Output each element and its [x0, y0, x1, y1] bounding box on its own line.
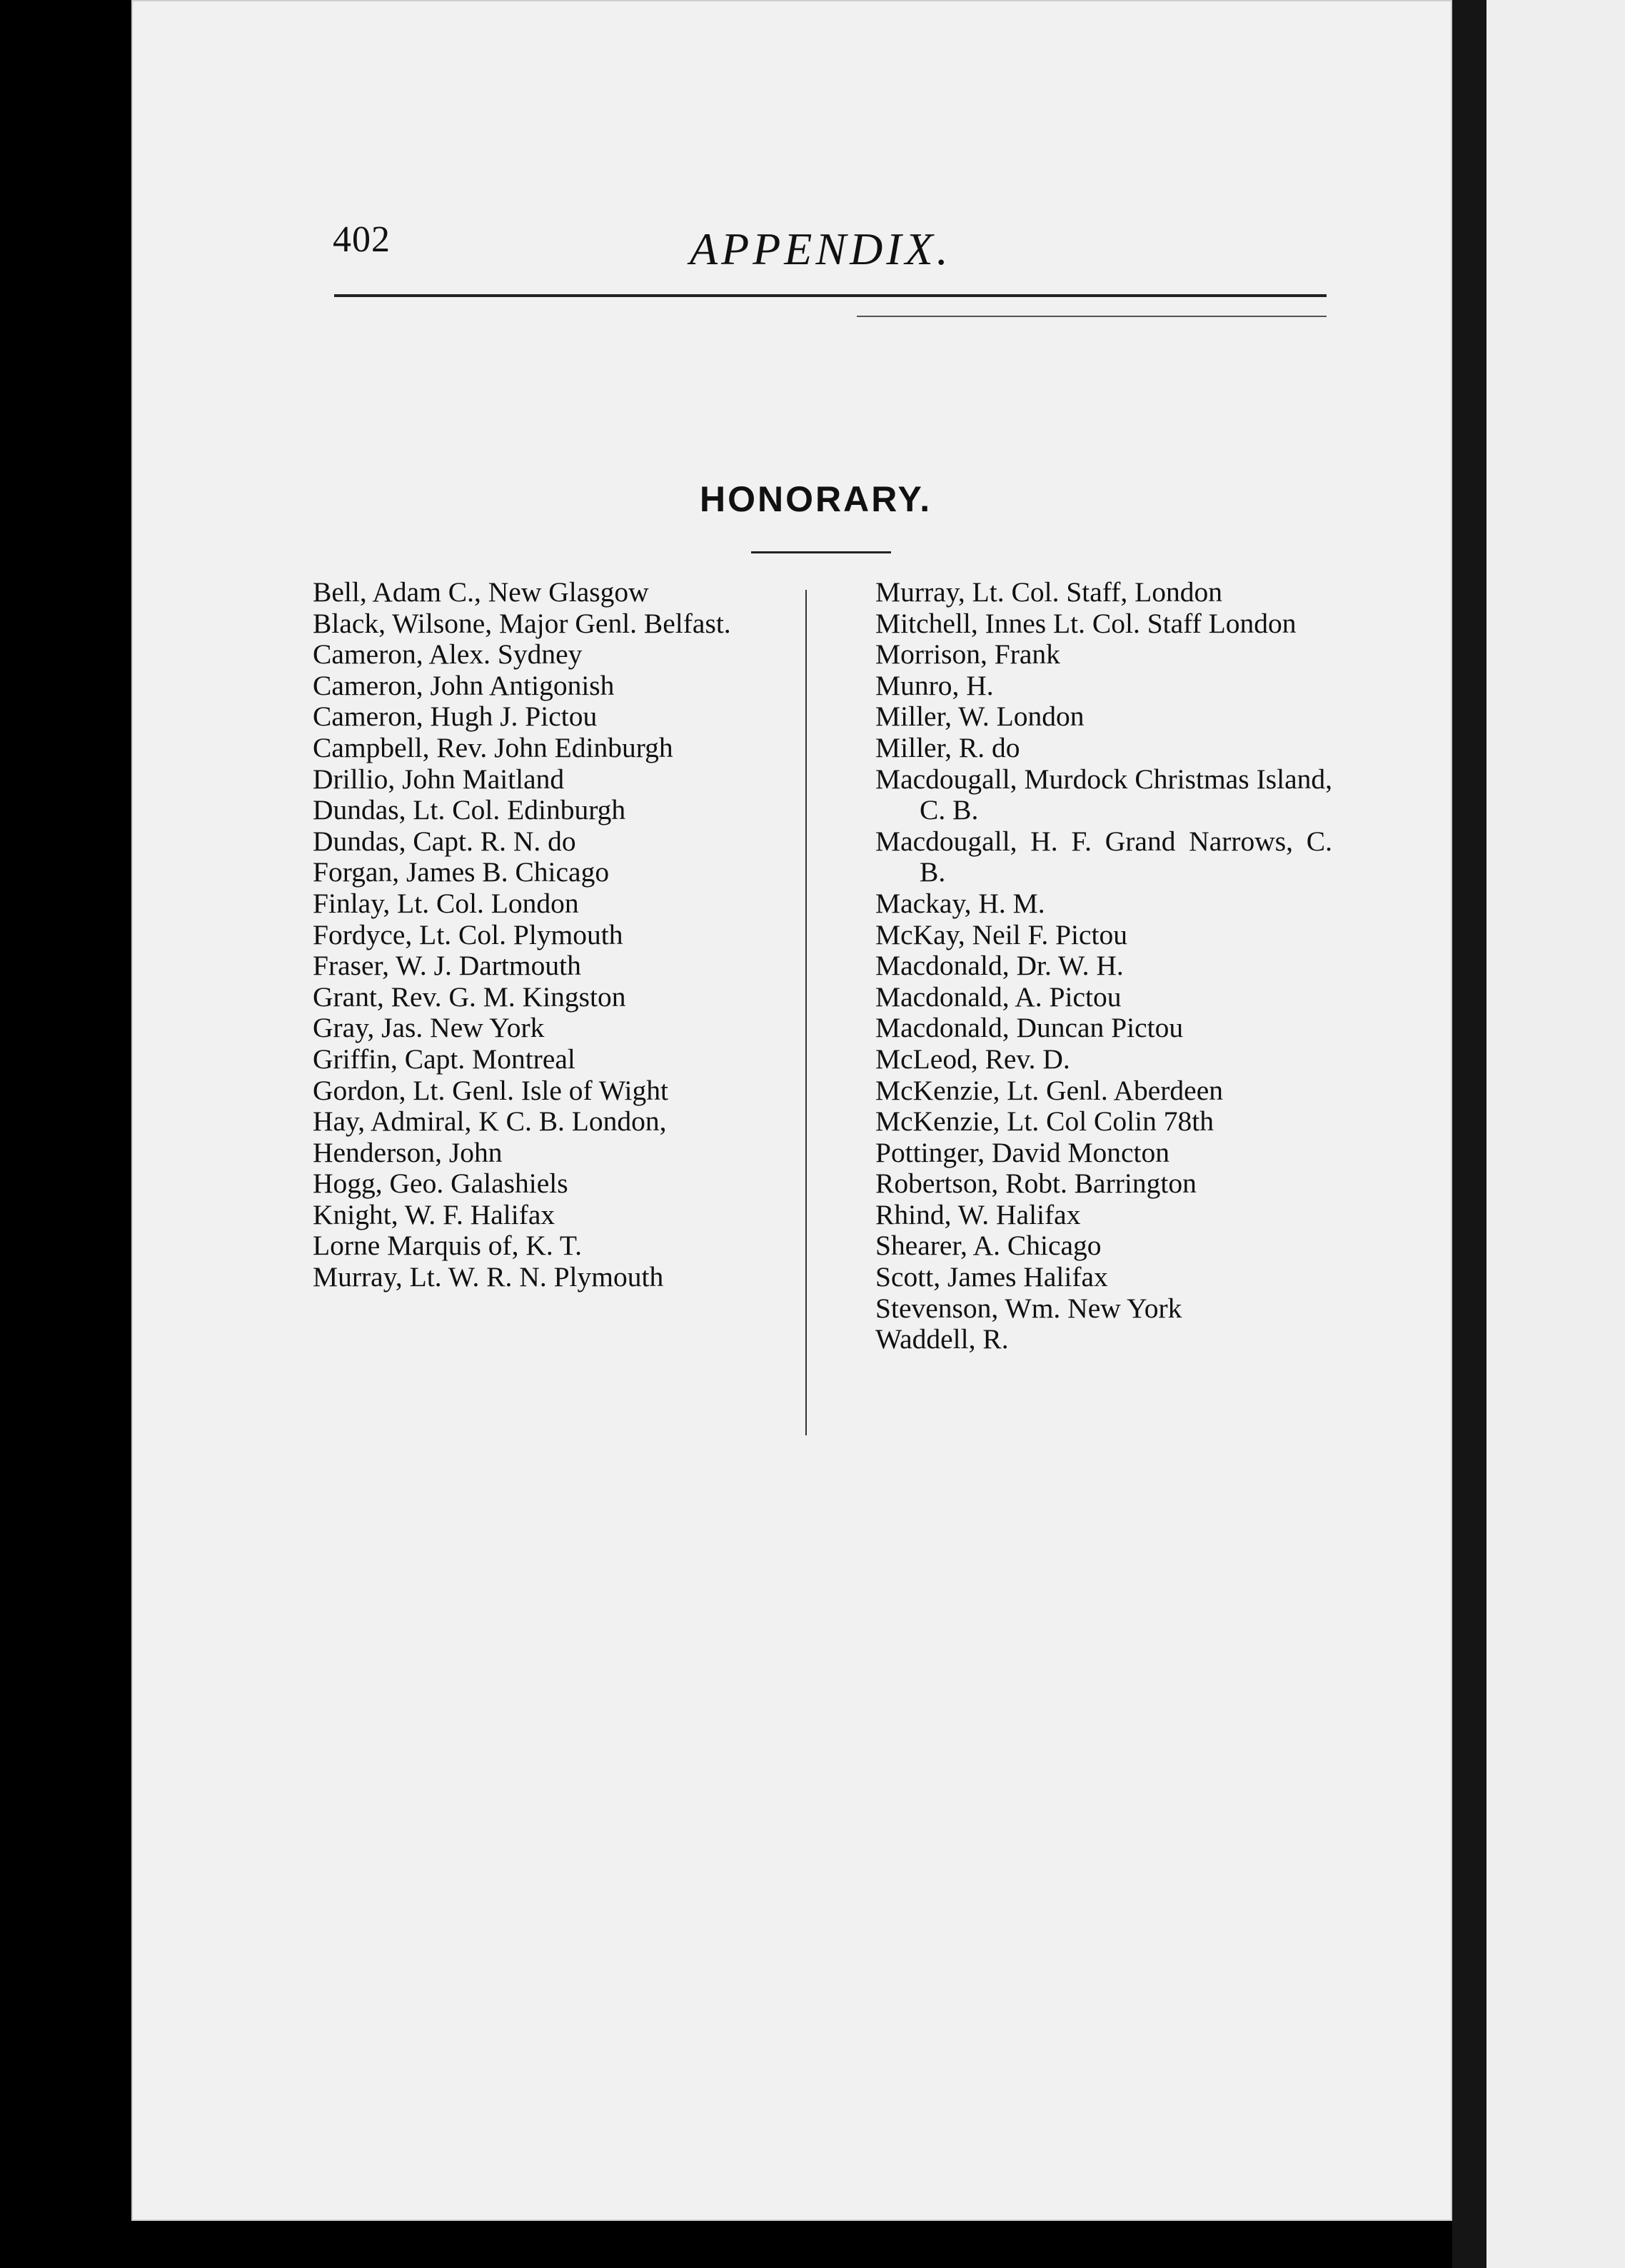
list-item: McLeod, Rev. D. [875, 1043, 1070, 1075]
list-item: Dundas, Capt. R. N. do [313, 825, 576, 857]
list-item: Knight, W. F. Halifax [313, 1198, 555, 1230]
list-item: Gray, Jas. New York [313, 1012, 545, 1044]
list-item: Hay, Admiral, K C. B. London, [313, 1105, 667, 1138]
list-item: Miller, R. do [875, 731, 1020, 763]
list-item: Henderson, John [313, 1136, 503, 1168]
list-item: Campbell, Rev. John Edinburgh [313, 731, 673, 763]
title-rule [751, 551, 891, 553]
column-divider [805, 590, 807, 1435]
list-item: Macdonald, Dr. W. H. [875, 950, 1124, 982]
list-item: Cameron, Hugh J. Pictou [313, 701, 598, 733]
list-item: Stevenson, Wm. New York [875, 1292, 1182, 1324]
list-item: Murray, Lt. W. R. N. Plymouth [313, 1261, 664, 1293]
facing-page-edge [1486, 0, 1625, 2268]
list-item: Mitchell, Innes Lt. Col. Staff London [875, 607, 1297, 639]
list-item: Finlay, Lt. Col. London [313, 887, 579, 919]
list-item: Mackay, H. M. [875, 887, 1045, 919]
list-item: Waddell, R. [875, 1323, 1009, 1355]
page-gutter [1452, 0, 1486, 2268]
list-item: Robertson, Robt. Barrington [875, 1168, 1197, 1200]
list-item: Gordon, Lt. Genl. Isle of Wight [313, 1074, 668, 1106]
list-item: Miller, W. London [875, 701, 1085, 733]
page-number: 402 [333, 219, 391, 260]
list-item: Munro, H. [875, 669, 994, 701]
list-item: Macdonald, Duncan Pictou [875, 1012, 1184, 1044]
right-column [875, 577, 1332, 1355]
list-item: Morrison, Frank [875, 638, 1060, 671]
header-rule-thin [857, 316, 1327, 317]
list-item: Fordyce, Lt. Col. Plymouth [313, 918, 623, 950]
header-rule [334, 294, 1327, 297]
list-item: Murray, Lt. Col. Staff, London [875, 576, 1223, 608]
list-item: Macdougall, H. F. Grand Narrows, C. B. [875, 825, 1332, 888]
list-item: Cameron, Alex. Sydney [313, 638, 583, 671]
list-item: Grant, Rev. G. M. Kingston [313, 980, 626, 1013]
list-item: Black, Wilsone, Major Genl. Belfast. [313, 607, 731, 639]
list-item: Shearer, A. Chicago [875, 1230, 1102, 1262]
running-title: APPENDIX. [690, 224, 952, 274]
list-item: Bell, Adam C., New Glasgow [313, 576, 649, 608]
list-item: Drillio, John Maitland [313, 763, 565, 795]
list-item: McKay, Neil F. Pictou [875, 918, 1128, 950]
list-item: Griffin, Capt. Montreal [313, 1043, 575, 1075]
list-item: Scott, James Halifax [875, 1261, 1108, 1293]
list-item: Dundas, Lt. Col. Edinburgh [313, 794, 626, 826]
list-item: Macdonald, A. Pictou [875, 980, 1122, 1013]
list-item: Rhind, W. Halifax [875, 1198, 1081, 1230]
list-item: Hogg, Geo. Galashiels [313, 1168, 568, 1200]
list-item: Lorne Marquis of, K. T. [313, 1230, 583, 1262]
list-item: Forgan, James B. Chicago [313, 856, 610, 888]
section-title: HONORARY. [700, 479, 932, 519]
list-item: Macdougall, Murdock Christmas Island, C. B. [875, 763, 1332, 826]
left-column [313, 577, 770, 1293]
list-item: Pottinger, David Moncton [875, 1136, 1170, 1168]
list-item: McKenzie, Lt. Genl. Aberdeen [875, 1074, 1223, 1106]
list-item: Cameron, John Antigonish [313, 669, 615, 701]
list-item: Fraser, W. J. Dartmouth [313, 950, 581, 982]
list-item: McKenzie, Lt. Col Colin 78th [875, 1105, 1214, 1138]
